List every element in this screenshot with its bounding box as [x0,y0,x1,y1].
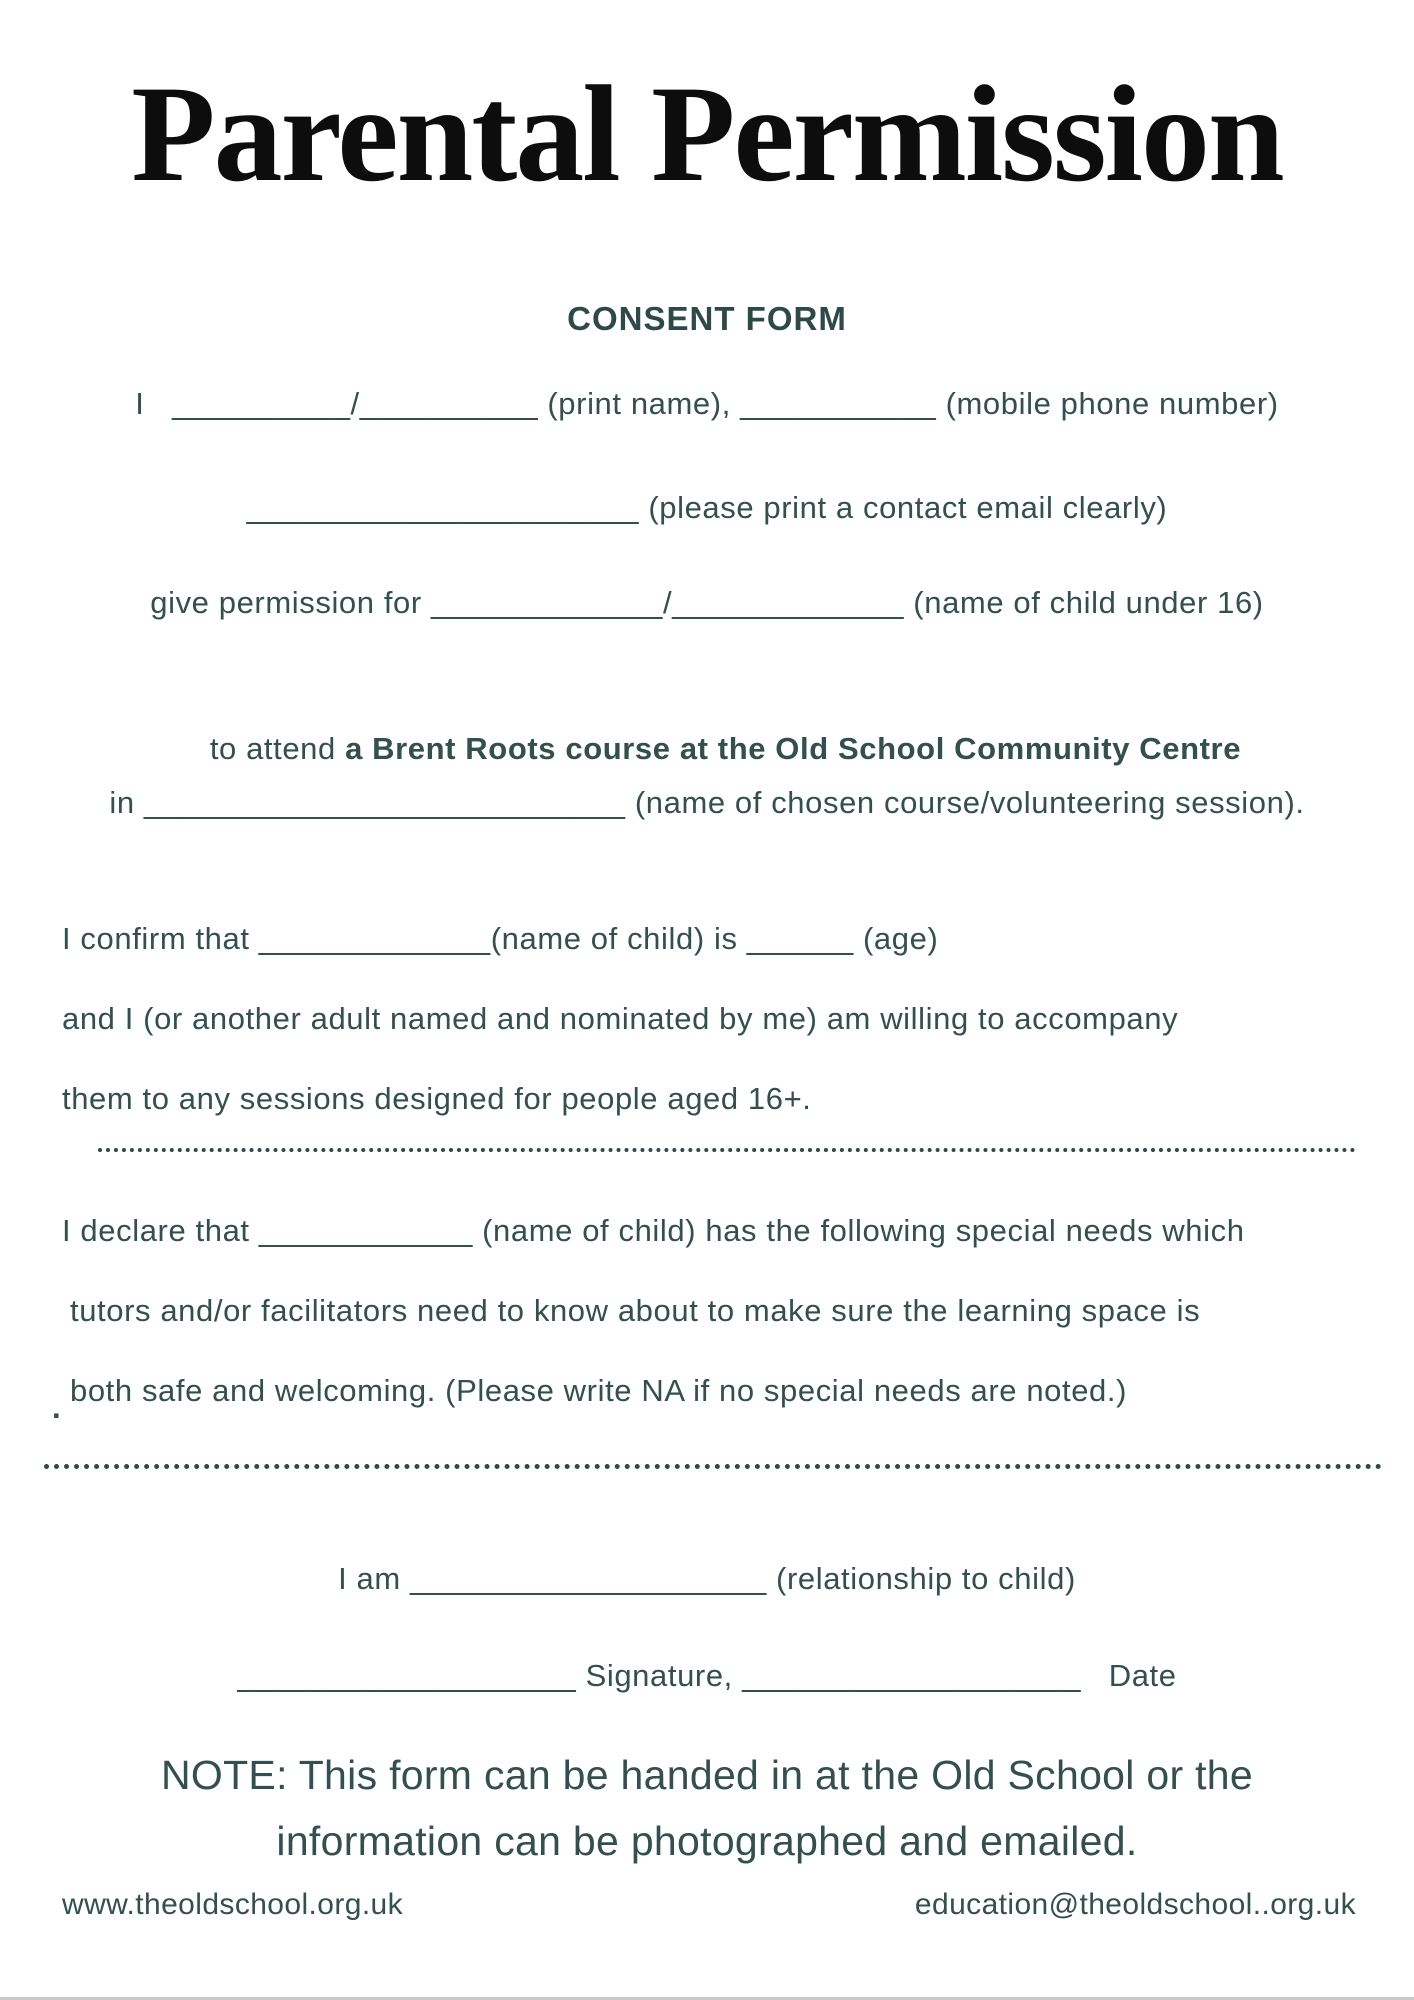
confirm-paragraph [0,918,1414,1158]
stray-period: . [52,1390,61,1425]
give-permission-line: give permission for _____________/_____________ (name of child under 16) [150,585,1264,620]
signature-date-line: ___________________ Signature, ___________________ Date [237,1658,1177,1693]
note-line-1: NOTE: This form can be handed in at the Old School or the [160,1752,1254,1798]
declare-line-3: both safe and welcoming. (Please write NA if no special needs are noted.) [70,1372,1128,1408]
attend-prefix: to attend [209,730,346,766]
footer-website: www.theoldschool.org.uk [62,1888,404,1921]
page-title: Parental Permission [131,57,1283,210]
print-name-phone-line: I __________/__________ (print name), ___________ (mobile phone number) [135,386,1279,421]
relationship-line: I am ____________________ (relationship to child) [338,1561,1076,1596]
confirm-line-3: them to any sessions designed for people aged 16+. [62,1080,812,1116]
footer [0,1888,1414,1922]
note-paragraph [0,1742,1414,1875]
consent-form-heading: CONSENT FORM [567,300,847,337]
attend-course-bold: a Brent Roots course at the Old School Community Centre [345,730,1242,766]
contact-email-line: ______________________ (please print a contact email clearly) [246,490,1168,525]
declare-line-2: tutors and/or facilitators need to know about to make sure the learning space is [70,1292,1201,1328]
chosen-course-line: in ___________________________ (name of chosen course/volunteering session). [109,785,1305,820]
footer-email: education@theoldschool..org.uk [914,1888,1356,1921]
confirm-line-2: and I (or another adult named and nominated by me) am willing to accompany [62,1000,1179,1036]
note-line-2: information can be photographed and emailed. [276,1818,1138,1865]
confirm-line-1: I confirm that _____________(name of child) is ______ (age) [62,921,939,956]
declare-line-1: I declare that ____________ (name of child) has the following special needs which [62,1213,1245,1248]
dotted-divider-bottom [44,1464,1382,1469]
declare-paragraph [0,1210,1414,1450]
dotted-divider-top [98,1148,1356,1152]
